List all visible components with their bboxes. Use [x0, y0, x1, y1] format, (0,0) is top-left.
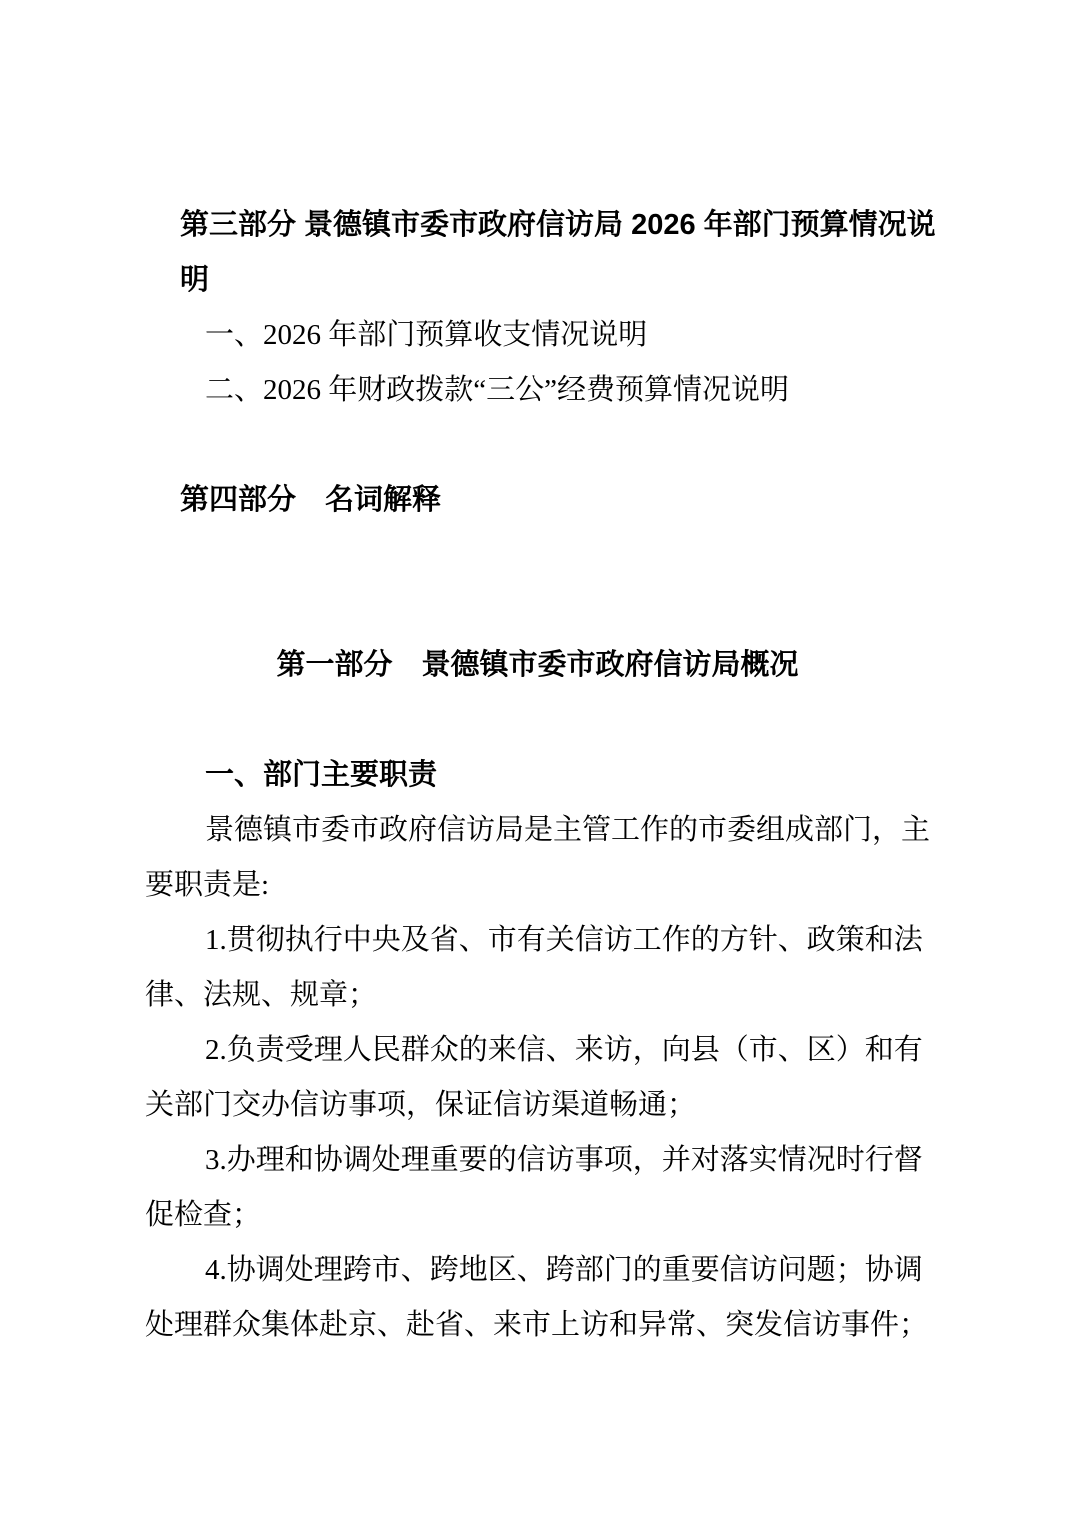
duty2-line2: 关部门交办信访事项，保证信访渠道畅通；: [145, 1089, 697, 1121]
part3-title-line1: 第三部分 景德镇市委市政府信访局 2026 年部门预算情况说: [180, 209, 936, 241]
duty4-line2: 处理群众集体赴京、赴省、来市上访和异常、突发信访事件；: [145, 1309, 929, 1341]
duty3-line2: 促检查；: [145, 1199, 262, 1231]
duty1-line2: 律、法规、规章；: [145, 979, 378, 1011]
duty4-line1: 4.协调处理跨市、跨地区、跨部门的重要信访问题；协调: [205, 1254, 923, 1286]
duties-intro-line2: 要职责是:: [145, 869, 270, 901]
part3-item-2: 二、2026 年财政拨款“三公”经费预算情况说明: [205, 374, 789, 406]
part4-title: 第四部分 名词解释: [180, 484, 442, 516]
part1-title: 第一部分 景德镇市委市政府信访局概况: [276, 649, 799, 681]
duties-intro-line1: 景德镇市委市政府信访局是主管工作的市委组成部门，主: [205, 814, 931, 846]
duties-heading: 一、部门主要职责: [205, 759, 438, 791]
duty2-line1: 2.负责受理人民群众的来信、来访，向县（市、区）和有: [205, 1034, 923, 1066]
duty3-line1: 3.办理和协调处理重要的信访事项，并对落实情况时行督: [205, 1144, 923, 1176]
page-content: [145, 198, 936, 1353]
duty1-line1: 1.贯彻执行中央及省、市有关信访工作的方针、政策和法: [205, 924, 923, 956]
part3-title-line2: 明: [180, 264, 210, 296]
part3-item-1: 一、2026 年部门预算收支情况说明: [205, 319, 648, 351]
